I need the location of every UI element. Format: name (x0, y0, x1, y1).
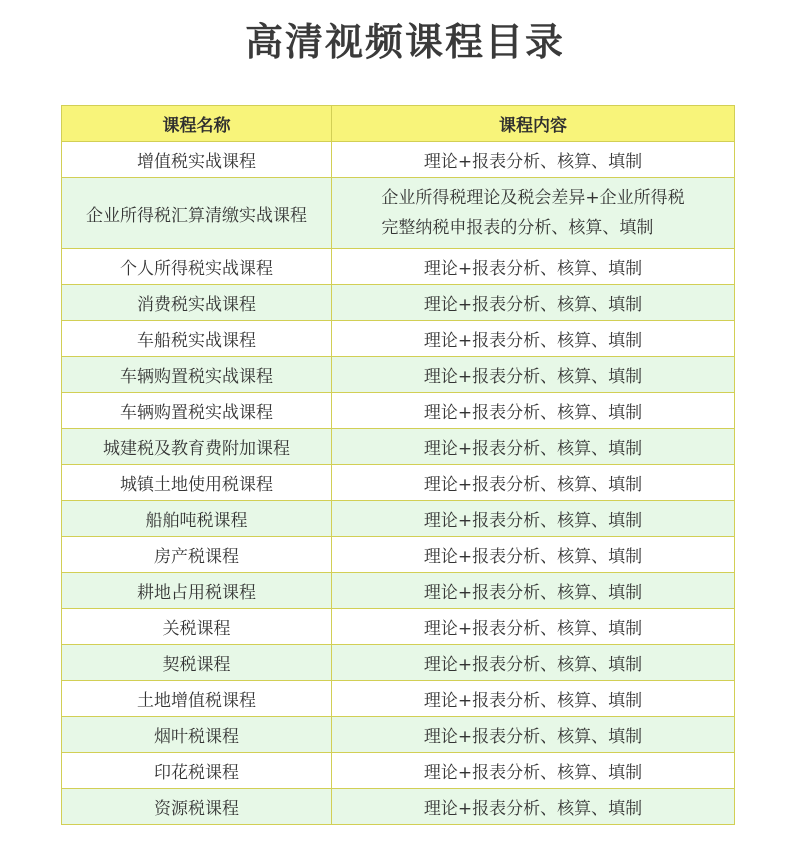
table-row (62, 142, 735, 178)
course-name-cell: 印花税课程 (62, 753, 332, 789)
course-content-cell: 理论+报表分析、核算、填制 (332, 753, 735, 789)
header-course-content: 课程内容 (332, 106, 735, 142)
course-name-cell: 资源税课程 (62, 789, 332, 825)
table-row (62, 717, 735, 753)
table-row (62, 321, 735, 357)
table-row (62, 609, 735, 645)
header-course-name: 课程名称 (62, 106, 332, 142)
course-catalog-table (61, 105, 735, 825)
course-name-cell: 消费税实战课程 (62, 285, 332, 321)
course-content-text: 企业所得税理论及税会差异+企业所得税 完整纳税申报表的分析、核算、填制 (381, 188, 685, 238)
course-name-cell: 车辆购置税实战课程 (62, 393, 332, 429)
course-name-cell: 城建税及教育费附加课程 (62, 429, 332, 465)
table-row (62, 645, 735, 681)
course-name-cell: 车辆购置税实战课程 (62, 357, 332, 393)
course-content-cell: 理论+报表分析、核算、填制 (332, 142, 735, 178)
table-header-row (62, 106, 735, 142)
table-row (62, 789, 735, 825)
course-name-cell: 企业所得税汇算清缴实战课程 (62, 178, 332, 249)
course-content-cell: 理论+报表分析、核算、填制 (332, 357, 735, 393)
course-content-cell: 理论+报表分析、核算、填制 (332, 501, 735, 537)
table-row (62, 753, 735, 789)
course-name-cell: 房产税课程 (62, 537, 332, 573)
course-content-cell: 理论+报表分析、核算、填制 (332, 393, 735, 429)
table-row (62, 537, 735, 573)
table-row (62, 285, 735, 321)
table-row (62, 429, 735, 465)
course-content-cell: 理论+报表分析、核算、填制 (332, 717, 735, 753)
table-row (62, 681, 735, 717)
table-row (62, 357, 735, 393)
course-content-cell: 理论+报表分析、核算、填制 (332, 285, 735, 321)
course-content-cell: 理论+报表分析、核算、填制 (332, 681, 735, 717)
course-content-cell: 理论+报表分析、核算、填制 (332, 429, 735, 465)
course-name-cell: 烟叶税课程 (62, 717, 332, 753)
course-name-cell: 增值税实战课程 (62, 142, 332, 178)
course-name-cell: 土地增值税课程 (62, 681, 332, 717)
course-content-cell: 理论+报表分析、核算、填制 (332, 789, 735, 825)
course-content-cell: 理论+报表分析、核算、填制 (332, 321, 735, 357)
course-content-cell: 理论+报表分析、核算、填制 (332, 249, 735, 285)
course-content-cell: 理论+报表分析、核算、填制 (332, 573, 735, 609)
course-name-cell: 耕地占用税课程 (62, 573, 332, 609)
course-name-cell: 车船税实战课程 (62, 321, 332, 357)
course-name-cell: 关税课程 (62, 609, 332, 645)
course-content-cell: 理论+报表分析、核算、填制 (332, 465, 735, 501)
table-row (62, 249, 735, 285)
table-row (62, 465, 735, 501)
table-row (62, 501, 735, 537)
table-row (62, 393, 735, 429)
course-content-cell: 理论+报表分析、核算、填制 (332, 609, 735, 645)
table-row (62, 573, 735, 609)
course-name-cell: 船舶吨税课程 (62, 501, 332, 537)
course-content-cell: 理论+报表分析、核算、填制 (332, 537, 735, 573)
course-name-cell: 个人所得税实战课程 (62, 249, 332, 285)
table-row (62, 178, 735, 249)
course-content-cell: 理论+报表分析、核算、填制 (332, 645, 735, 681)
page-title: 高清视频课程目录 (244, 20, 565, 64)
course-name-cell: 契税课程 (62, 645, 332, 681)
course-content-cell (332, 178, 735, 249)
course-name-cell: 城镇土地使用税课程 (62, 465, 332, 501)
